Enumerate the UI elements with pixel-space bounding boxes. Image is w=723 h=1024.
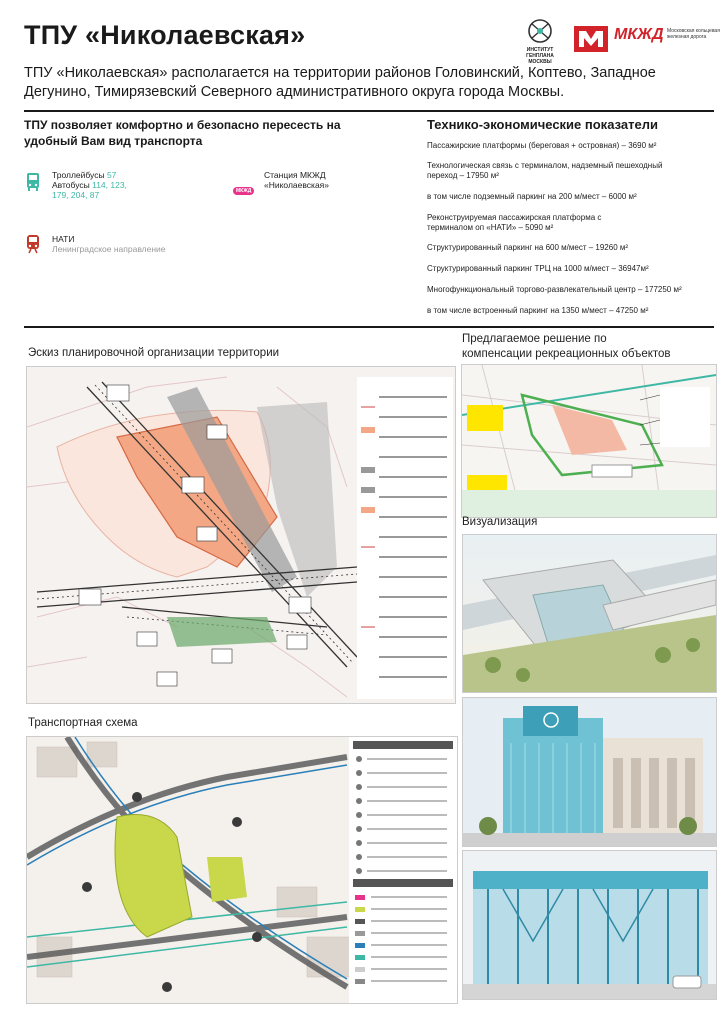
mkzd-badge: МКЖД xyxy=(233,187,254,195)
bus-label: Автобусы xyxy=(52,180,90,190)
visualization-title: Визуализация xyxy=(462,516,538,528)
institute-logo xyxy=(518,16,562,70)
bus-routes-1: 114, 123, xyxy=(92,180,127,190)
sketch-plan-map xyxy=(26,366,456,704)
divider-top xyxy=(24,110,714,112)
surface-transport xyxy=(52,170,127,200)
rail-direction: Ленинградское направление xyxy=(52,244,166,254)
divider-middle xyxy=(24,326,714,328)
mkzd-station xyxy=(264,170,329,190)
transport-scheme-title: Транспортная схема xyxy=(28,717,138,729)
indicator-4: Реконструируемая пассажирская платформа с терминалом оп «НАТИ» – 5090 м² xyxy=(427,213,602,232)
rail-info xyxy=(52,234,166,254)
indicator-8: в том числе встроенный паркинг на 1350 м/мест – 47250 м² xyxy=(427,306,649,315)
visualization-building-entrance xyxy=(462,850,717,1000)
indicator-1: Пассажирские платформы (береговая + островная) – 3690 м² xyxy=(427,141,657,150)
rail-label: НАТИ xyxy=(52,234,75,244)
indicator-7: Многофункциональный торгово-развлекательный центр – 177250 м² xyxy=(427,285,682,294)
indicator-2: Технологическая связь с терминалом, надземный пешеходный переход – 17950 м² xyxy=(427,161,663,180)
indicator-3: в том числе подземный паркинг на 200 м/мест – 6000 м² xyxy=(427,192,637,201)
visualization-building-tower xyxy=(462,697,717,847)
trolley-routes: 57 xyxy=(106,170,117,180)
visualization-aerial xyxy=(462,534,717,693)
bus-icon xyxy=(26,172,40,197)
mkzd-logo-text: МКЖД xyxy=(614,26,664,43)
compensation-map xyxy=(461,364,717,518)
compensation-title-line1: Предлагаемое решение по xyxy=(462,333,607,345)
mkzd-logo xyxy=(572,26,720,56)
trolley-label: Троллейбусы xyxy=(52,170,105,180)
transport-scheme-map xyxy=(26,736,458,1004)
indicator-5: Структурированный паркинг на 600 м/мест – 19260 м² xyxy=(427,243,629,252)
mkzd-m-icon xyxy=(574,26,608,52)
institute-logo-text: ИНСТИТУТ ГЕНПЛАНА МОСКВЫ xyxy=(526,47,554,65)
institute-emblem-icon xyxy=(518,16,562,48)
mkzd-station-line1: Станция МКЖД xyxy=(264,170,326,180)
sketch-title: Эскиз планировочной организации территории xyxy=(28,347,280,359)
intro-text: ТПУ «Николаевская» располагается на территории районов Головинский, Коптево, Западное Дегунино, Тимирязевский Северного административного округа города Москвы. xyxy=(24,65,656,100)
page-title: ТПУ «Николаевская» xyxy=(24,20,306,50)
comfort-heading: ТПУ позволяет комфортно и безопасно пересесть на удобный Вам вид транспорта xyxy=(24,118,341,148)
train-icon xyxy=(26,234,40,259)
indicators-heading: Технико-экономические показатели xyxy=(427,117,658,132)
bus-routes-2: 179, 204, 87 xyxy=(52,190,100,200)
indicator-6: Структурированный паркинг ТРЦ на 1000 м/мест – 36947м² xyxy=(427,264,649,273)
mkzd-logo-subtitle: Московская кольцевая железная дорога xyxy=(667,28,720,40)
compensation-title xyxy=(462,332,671,362)
compensation-title-line2: компенсации рекреационных объектов xyxy=(462,348,671,360)
mkzd-station-line2: «Николаевская» xyxy=(264,180,330,190)
